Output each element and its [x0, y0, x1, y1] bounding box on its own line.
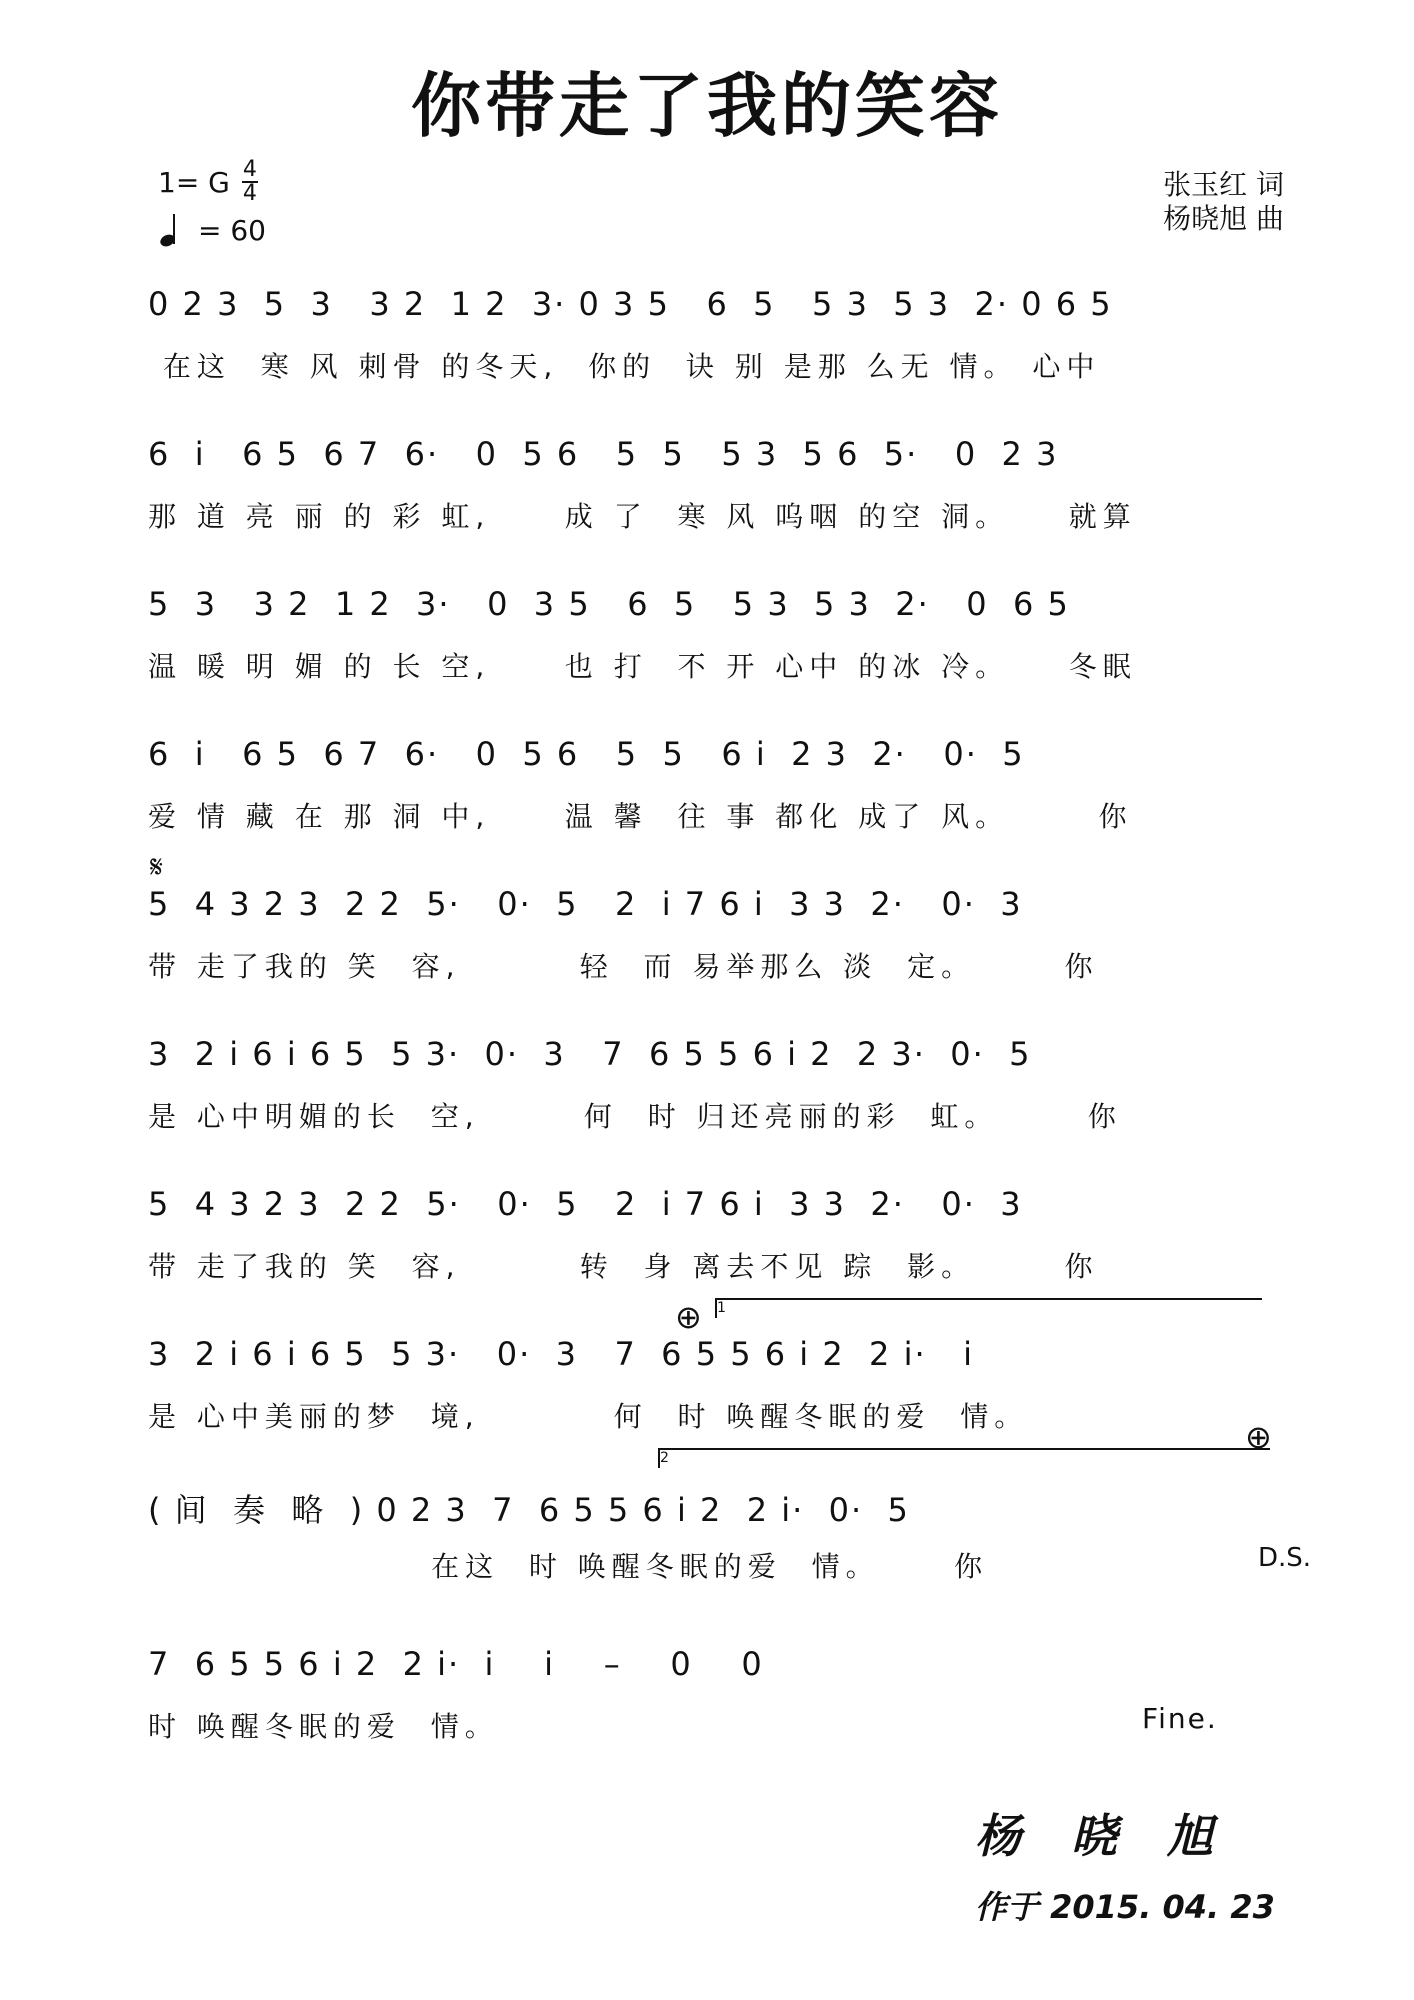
- staff-row-10: [148, 1645, 1303, 1745]
- notes-line: 6 i 6 5 6 7 6· 0 5 6 5 5 6 i 2 3 2· 0· 5: [148, 735, 1025, 773]
- coda-icon: ⊕: [1245, 1418, 1272, 1456]
- credits: [1163, 168, 1284, 236]
- staff-row-5: [148, 885, 1303, 985]
- time-sig-bottom: 4: [242, 181, 257, 206]
- lyrics-line: 爱 情 藏 在 那 洞 中, 温 馨 往 事 都化 成了 风。 你: [148, 800, 1133, 833]
- staff-row-7: [148, 1185, 1303, 1285]
- dal-segno-marking: D.S.: [1258, 1543, 1312, 1573]
- lyrics-line: 温 暖 明 媚 的 长 空, 也 打 不 开 心中 的冰 冷。 冬眠: [148, 650, 1137, 683]
- notes-line: 0 2 3 5 3 3 2 1 2 3· 0 3 5 6 5 5 3 5 3 2· 0 6 5: [148, 285, 1113, 323]
- staff-row-3: [148, 585, 1303, 685]
- song-title: 你带走了我的笑容: [411, 65, 1003, 147]
- staff-row-1: [148, 285, 1303, 385]
- staff-row-2: [148, 435, 1303, 535]
- second-ending-bracket: [658, 1448, 1270, 1468]
- lyrics-line: 在这 时 唤醒冬眠的爱 情。 你: [148, 1550, 989, 1583]
- lyrics-line: 那 道 亮 丽 的 彩 虹, 成 了 寒 风 呜咽 的空 洞。 就算: [148, 500, 1137, 533]
- signature: 杨晓旭: [975, 1809, 1263, 1863]
- notes-line: 7 6 5 5 6 i 2 2 i· i i – 0 0: [148, 1645, 764, 1683]
- quarter-note-icon: [158, 210, 184, 250]
- lyrics-line: 带 走了我的 笑 容, 转 身 离去不见 踪 影。 你: [148, 1250, 1099, 1283]
- staff-row-8: [148, 1335, 1303, 1435]
- volta-1-label: 1: [717, 1300, 726, 1316]
- lyrics-line: 时 唤醒冬眠的爱 情。: [148, 1710, 499, 1743]
- notes-line: 6 i 6 5 6 7 6· 0 5 6 5 5 5 3 5 6 5· 0 2 3: [148, 435, 1059, 473]
- notes-line: 5 4 3 2 3 2 2 5· 0· 5 2 i 7 6 i 3 3 2· 0· 3: [148, 885, 1023, 923]
- key-tempo-block: [158, 157, 266, 252]
- tempo-value: = 60: [198, 213, 266, 247]
- staff-row-6: [148, 1035, 1303, 1135]
- coda-icon: ⊕: [675, 1298, 702, 1336]
- key-label: 1= G: [158, 165, 230, 199]
- composer-credit: 杨晓旭 曲: [1163, 202, 1284, 235]
- fine-marking: Fine.: [1142, 1702, 1218, 1735]
- time-sig-top: 4: [242, 157, 257, 182]
- lyrics-line: 是 心中明媚的长 空, 何 时 归还亮丽的彩 虹。 你: [148, 1100, 1122, 1133]
- first-ending-bracket: [715, 1298, 1262, 1318]
- notes-line: 3 2 i 6 i 6 5 5 3· 0· 3 7 6 5 5 6 i 2 2 i· i: [148, 1335, 975, 1373]
- tempo-marking: [158, 208, 266, 252]
- notes-line: 5 3 3 2 1 2 3· 0 3 5 6 5 5 3 5 3 2· 0 6 5: [148, 585, 1070, 623]
- composition-date: 作于 2015. 04. 23: [975, 1888, 1275, 1926]
- lyrics-line: 是 心中美丽的梦 境, 何 时 唤醒冬眠的爱 情。: [148, 1400, 1029, 1433]
- key-signature: [158, 157, 266, 206]
- volta-2-label: 2: [660, 1450, 669, 1466]
- notes-line: 3 2 i 6 i 6 5 5 3· 0· 3 7 6 5 5 6 i 2 2 3· 0· 5: [148, 1035, 1032, 1073]
- lyrics-line: 在这 寒 风 刺骨 的冬天, 你的 诀 别 是那 么无 情。 心中: [148, 350, 1101, 383]
- notes-line: 5 4 3 2 3 2 2 5· 0· 5 2 i 7 6 i 3 3 2· 0· 3: [148, 1185, 1023, 1223]
- time-signature: [242, 159, 258, 205]
- staff-row-4: [148, 735, 1303, 835]
- notes-line: ( 间 奏 略 ) 0 2 3 7 6 5 5 6 i 2 2 i· 0· 5: [148, 1491, 910, 1529]
- lyrics-line: 带 走了我的 笑 容, 轻 而 易举那么 淡 定。 你: [148, 950, 1099, 983]
- staff-row-9: [148, 1485, 1303, 1585]
- lyricist-credit: 张玉红 词: [1163, 168, 1284, 201]
- segno-icon: 𝄋: [150, 850, 163, 885]
